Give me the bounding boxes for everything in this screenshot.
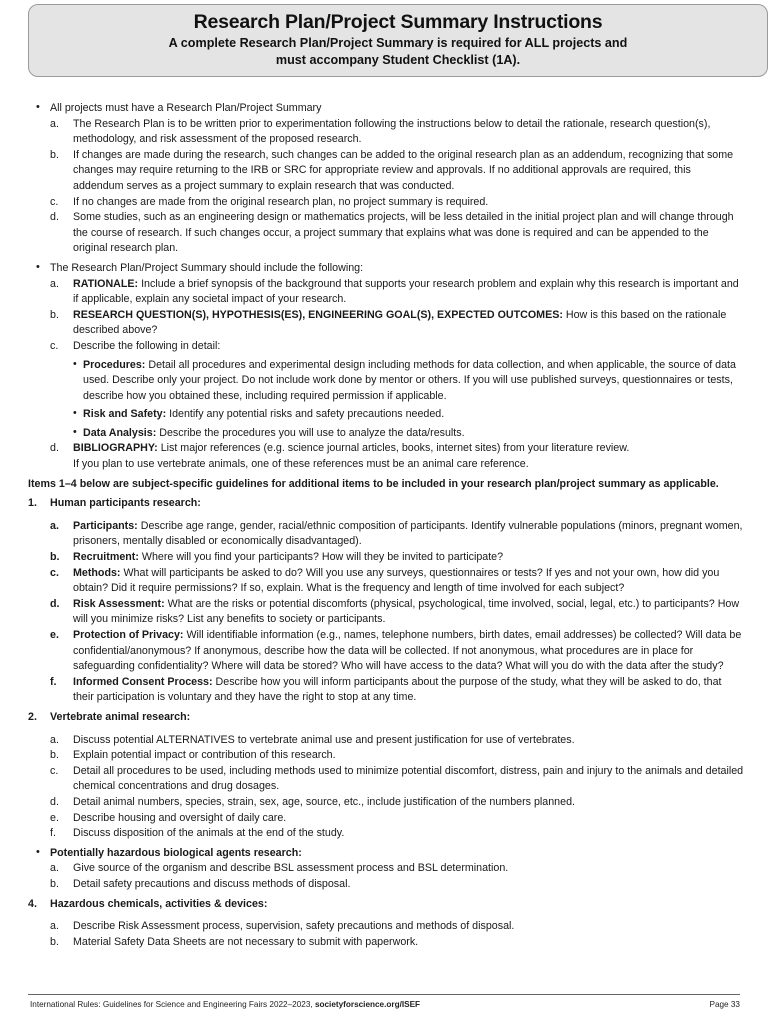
list-marker: f. — [50, 827, 56, 840]
rationale-label: RATIONALE: — [73, 277, 139, 290]
bullet-marker: • — [36, 260, 40, 273]
section-title: Potentially hazardous biological agents research: — [50, 846, 302, 859]
list-text: Some studies, such as an engineering design or mathematics projects, will be less detailed in the initial project plan and will change through the course of research. If such changes occur, a project summary that explains what was done is required and can be appended to the original research plan. — [73, 211, 734, 255]
bullet-marker: • — [73, 357, 77, 370]
describe-text: Describe the following in detail: — [73, 339, 221, 352]
subtitle-line-2: must accompany Student Checklist (1A). — [275, 53, 521, 67]
item-text: Explain potential impact or contribution of this research. — [73, 749, 336, 762]
list-marker: c. — [50, 339, 59, 352]
list-marker: b. — [50, 877, 59, 890]
list-marker: d. — [50, 597, 60, 610]
item-text: Discuss disposition of the animals at the end of the study. — [73, 827, 345, 840]
list-item — [28, 117, 744, 148]
list-item — [28, 210, 744, 257]
list-marker: c. — [50, 566, 59, 579]
section-title: Vertebrate animal research: — [50, 710, 191, 723]
list-marker: a. — [50, 117, 59, 130]
page-footer — [28, 994, 740, 1009]
item-label: Recruitment: — [73, 551, 139, 564]
section-1-heading: All projects must have a Research Plan/Project Summary — [50, 102, 322, 114]
item-label: Methods: — [73, 566, 121, 579]
item-text: Discuss potential ALTERNATIVES to vertebrate animal use and present justification for use of vertebrates. — [73, 733, 575, 746]
data-analysis-item — [28, 426, 744, 442]
subtitle-line-1: A complete Research Plan/Project Summary is required for ALL projects and — [168, 36, 628, 50]
section-number: 2. — [28, 710, 37, 723]
data-analysis-text: Describe the procedures you will use to analyze the data/results. — [156, 426, 465, 439]
list-marker: a. — [50, 733, 59, 746]
item-text: Give source of the organism and describe BSL assessment process and BSL determination. — [73, 862, 509, 875]
list-text: If no changes are made from the original research plan, no project summary is required. — [73, 195, 489, 208]
procedures-label: Procedures: — [83, 358, 146, 371]
list-item — [28, 550, 744, 566]
list-item — [28, 675, 744, 706]
item-text: Detail safety precautions and discuss methods of disposal. — [73, 877, 351, 890]
list-item — [28, 826, 744, 842]
bullet-marker: • — [36, 845, 40, 858]
list-item — [28, 764, 744, 795]
list-item — [28, 811, 744, 827]
data-analysis-label: Data Analysis: — [83, 426, 157, 439]
procedures-text: Detail all procedures and experimental design including methods for data collection, and when applicable, the source of data used. Describe only your project. Do not include work done by mentor or others. If you will use published surveys, questionnaires or tests, describe how you obtained these, including required permission if applicable. — [83, 358, 736, 402]
section-1 — [28, 101, 744, 117]
section-title: Human participants research: — [50, 497, 201, 510]
bullet-marker: • — [36, 101, 40, 113]
list-item — [28, 919, 744, 935]
research-question-text: How is this based on the rationale described above? — [73, 308, 727, 337]
list-marker: e. — [50, 629, 59, 641]
item-label: Participants: — [73, 519, 138, 532]
vertebrate-research-heading — [28, 710, 744, 726]
list-marker: b. — [50, 308, 59, 321]
item-text: Describe Risk Assessment process, supervision, safety precautions and methods of disposal. — [73, 920, 515, 933]
list-marker: c. — [50, 195, 59, 208]
page-title: Research Plan/Project Summary Instructions — [193, 11, 603, 33]
list-marker: f. — [50, 675, 57, 688]
list-item — [28, 748, 744, 764]
item-label: Protection of Privacy: — [73, 629, 184, 641]
describe-item — [28, 339, 744, 355]
list-marker: d. — [50, 442, 59, 455]
footer-citation — [30, 999, 420, 1010]
item-text: Will identifiable information (e.g., names, telephone numbers, birth dates, email addresses) be collected? Will data be confidential/anonymous? If anonymous, describe how the data will be collected. If not anonymous, what procedures are in place for safeguarding confidentiality? Where will data be stored? Who will have access to the data? What will you do with the data after the study? — [73, 629, 742, 673]
footer-text: International Rules: Guidelines for Science and Engineering Fairs 2022–2023, — [30, 1000, 313, 1009]
human-research-heading — [28, 496, 744, 512]
section-title: Hazardous chemicals, activities & devices: — [50, 897, 268, 910]
document-body — [28, 101, 744, 950]
bibliography-text: List major references (e.g. science journal articles, books, internet sites) from your literature review. — [157, 442, 630, 455]
rationale-item — [28, 277, 744, 308]
item-text: Material Safety Data Sheets are not necessary to submit with paperwork. — [73, 935, 419, 948]
item-text: Describe how you will inform participants about the purpose of the study, what they will be asked to do, that their participation is voluntary and they have the right to stop at any time. — [73, 675, 722, 704]
list-item — [28, 628, 744, 675]
items-note: Items 1–4 below are subject-specific guidelines for additional items to be included in your research plan/project summary as applicable. — [28, 477, 719, 490]
bibliography-item — [28, 441, 744, 472]
list-item — [28, 148, 744, 195]
research-question-item — [28, 308, 744, 339]
list-item — [28, 861, 744, 877]
list-marker: a. — [50, 862, 59, 875]
list-marker: b. — [50, 935, 59, 948]
list-text: The Research Plan is to be written prior to experimentation following the instructions below to detail the rationale, research question(s), methodology, and risk assessment of the proposed research. — [73, 117, 711, 146]
item-text: Detail animal numbers, species, strain, sex, age, source, etc., include justification of the numbers planned. — [73, 795, 575, 808]
list-marker: b. — [50, 749, 59, 762]
rationale-text: Include a brief synopsis of the background that supports your research problem and explain why this research is important and if applicable, explain any societal impact of your research. — [73, 277, 739, 306]
list-marker: b. — [50, 551, 60, 564]
hazardous-chemicals-heading — [28, 897, 744, 913]
item-label: Informed Consent Process: — [73, 675, 213, 688]
research-question-label: RESEARCH QUESTION(S), HYPOTHESIS(ES), ENGINEERING GOAL(S), EXPECTED OUTCOMES: — [73, 308, 563, 321]
risk-safety-text: Identify any potential risks and safety precautions needed. — [166, 408, 445, 421]
section-number: 4. — [28, 897, 37, 910]
bibliography-text-2: If you plan to use vertebrate animals, one of these references must be an animal care reference. — [73, 458, 529, 471]
risk-safety-label: Risk and Safety: — [83, 408, 167, 421]
bibliography-label: BIBLIOGRAPHY: — [73, 442, 158, 455]
list-text: If changes are made during the research, such changes can be added to the original research plan as an addendum, recognizing that some changes may require returning to the IRB or SRC for appropriate review and approvals. If no additional approvals are required, this addendum serves as a project summary to explain research that was conducted. — [73, 148, 734, 192]
list-marker: a. — [50, 519, 59, 532]
list-item — [28, 566, 744, 597]
list-item — [28, 733, 744, 749]
footer-link[interactable]: societyforscience.org/ISEF — [314, 1000, 421, 1009]
list-marker: d. — [50, 211, 59, 224]
biological-agents-heading — [28, 846, 744, 862]
item-text: Describe age range, gender, racial/ethnic composition of participants. Identify vulnerable populations (minors, pregnant women, prisoners, mentally disabled or economically disadvantaged). — [73, 519, 743, 548]
list-marker: c. — [50, 764, 59, 777]
list-item — [28, 195, 744, 211]
item-label: Risk Assessment: — [73, 597, 165, 610]
list-item — [28, 597, 744, 628]
risk-safety-item — [28, 407, 744, 423]
list-marker: e. — [50, 811, 59, 824]
list-marker: b. — [50, 148, 59, 161]
list-marker: a. — [50, 920, 59, 933]
list-item — [28, 795, 744, 811]
section-2 — [28, 261, 744, 277]
header-box — [28, 4, 768, 77]
bullet-marker: • — [73, 407, 77, 420]
item-text: What are the risks or potential discomforts (physical, psychological, time involved, social, legal, etc.) to participants? How will you minimize risks? List any benefits to society or participants. — [73, 597, 740, 626]
item-text: What will participants be asked to do? Will you use any surveys, questionnaires or tests? If yes and not your own, how did you obtain? Did it require permissions? If so, explain. What is the frequency and length of time involved for each subject? — [73, 566, 720, 595]
list-item — [28, 519, 744, 550]
bullet-marker: • — [73, 425, 77, 438]
item-text: Where will you find your participants? How will they be invited to participate? — [138, 551, 504, 564]
page-number: Page 33 — [709, 1000, 740, 1009]
item-text: Describe housing and oversight of daily care. — [73, 811, 287, 824]
section-2-heading: The Research Plan/Project Summary should include the following: — [50, 261, 364, 274]
procedures-item — [28, 358, 744, 405]
section-number: 1. — [28, 497, 37, 510]
list-item — [28, 877, 744, 893]
item-text: Detail all procedures to be used, including methods used to minimize potential discomfort, distress, pain and injury to the animals and detailed chemical concentrations and drug dosages. — [73, 764, 744, 793]
list-marker: d. — [50, 795, 59, 808]
list-item — [28, 935, 744, 951]
list-marker: a. — [50, 277, 59, 290]
